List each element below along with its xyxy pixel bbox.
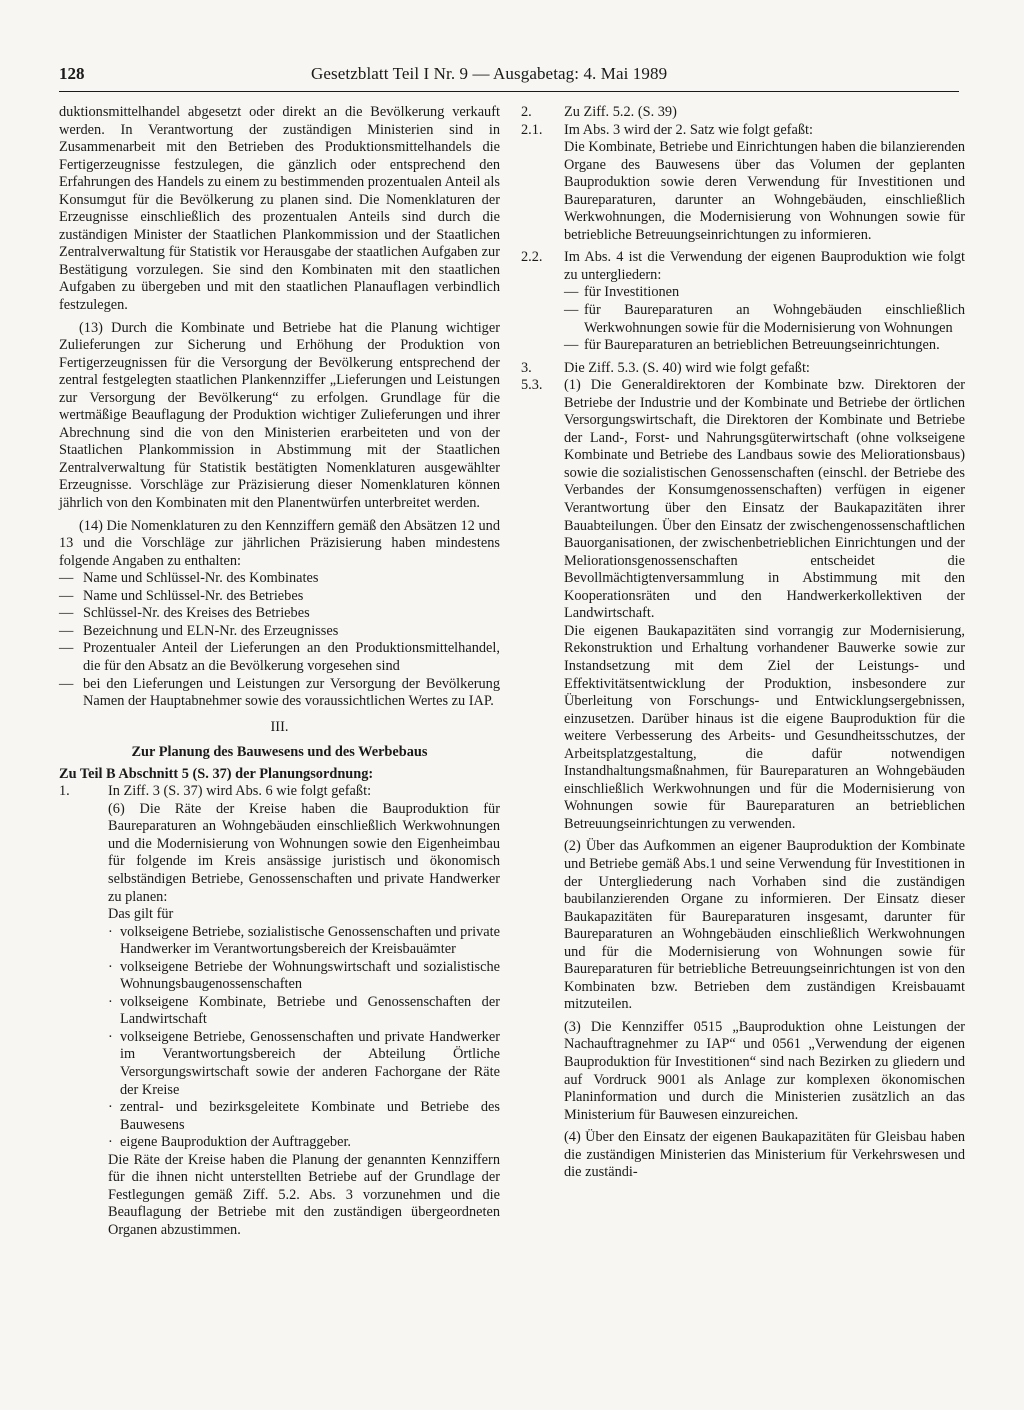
dash-marker: — [59, 640, 74, 657]
list-item [59, 605, 500, 623]
paragraph-13: (13) Durch die Kombinate und Betriebe hat die Planung wichtiger Zulieferungen zur Sicherung und Erhöhung der Produktion von Fertigerzeugnissen für die Versorgung der Bevölkerung entsprechend der zentral festgelegten staatlichen Plankennziffer „Lieferungen und Leistungen zur Versorgung der Bevölkerung“ zu erfolgen. Grundlage für die wertmäßige Beauflagung der Produktion wichtiger Zulieferungen und ihrer Abrechnung sind die von den Ministerien erarbeiteten und von der Staatlichen Plankommission in Abstimmung mit der Staatlichen Zentralverwaltung für Statistik bestätigten Nomenklaturen ausgewählter Erzeugnisse. Vorschläge zur Präzisierung dieser Nomenklaturen können jährlich von den Kombinaten mit den Planentwürfen unterbreitet werden. [59, 319, 500, 512]
item-3 [521, 360, 965, 378]
item-number: 1. [59, 783, 70, 800]
list-item-text: Name und Schlüssel-Nr. des Betriebes [83, 587, 304, 604]
section-title: Zur Planung des Bauwesens und des Werbebaus [131, 744, 428, 761]
list-item-text: Bezeichnung und ELN-Nr. des Erzeugnisses [83, 622, 339, 639]
item-2-1 [521, 122, 965, 245]
dash-marker: — [59, 570, 74, 587]
list-item-text: Prozentualer Anteil der Lieferungen an den Produktionsmittelhandel, die für den Absatz an die Bevölkerung vorgesehen sind [83, 640, 500, 674]
right-column [521, 104, 965, 1182]
dash-marker: — [59, 587, 74, 604]
list-item-text: eigene Bauproduktion der Auftraggeber. [120, 1134, 352, 1151]
dash-marker: — [59, 622, 74, 639]
item-2-2-intro: Im Abs. 4 ist die Verwendung der eigenen Bauproduktion wie folgt zu untergliedern: [564, 249, 965, 283]
list-item-text: volkseigene Betriebe, Genossenschaften und private Handwerker im Verantwortungsbereich der Abteilung Örtliche Versorgungswirtschaft sowie der anderen Fachorgane der Räte der Kreise [120, 1028, 500, 1098]
bullet-marker: · [108, 1028, 113, 1045]
list-item [59, 994, 500, 1029]
dash-marker: — [59, 605, 74, 622]
item-number: 2. [521, 104, 532, 120]
list-item-text: für Baureparaturen an Wohngebäuden einschließlich Werkwohnungen sowie für die Modernisierung von Wohnungen [584, 302, 965, 336]
item-2-1-intro: Im Abs. 3 wird der 2. Satz wie folgt gefaßt: [564, 121, 813, 138]
item-number: 2.2. [521, 249, 543, 266]
section-subtitle: Zu Teil B Abschnitt 5 (S. 37) der Planungsordnung: [59, 765, 374, 782]
gazette-title: Gesetzblatt Teil I Nr. 9 — Ausgabetag: 4. Mai 1989 [311, 64, 668, 83]
header-rule [59, 91, 959, 92]
item-2-1-body: Die Kombinate, Betriebe und Einrichtungen haben die bilanzierenden Organe des Bauwesens über das Volumen der geplanten Bauproduktion sowie deren Verwendung für Investitionen und Baureparaturen, darunter an Wohngebäuden, einschließlich Werkwohnungen, die Modernisierung von Wohnungen sowie für betriebliche Betreuungseinrichtungen zu informieren. [564, 139, 965, 243]
dash-marker: — [564, 337, 579, 354]
page-header [59, 64, 959, 90]
list-14 [59, 570, 500, 710]
list-item-text: volkseigene Kombinate, Betriebe und Genossenschaften der Landwirtschaft [120, 993, 500, 1028]
list-item [521, 284, 965, 302]
item-1-applies-to: Das gilt für [108, 906, 174, 923]
item-2 [521, 104, 965, 122]
dash-marker: — [564, 284, 579, 301]
list-item-text: für Baureparaturen an betrieblichen Betreuungseinrichtungen. [584, 337, 940, 354]
list-item-text: bei den Lieferungen und Leistungen zur Versorgung der Bevölkerung Namen der Hauptabnehmer sowie des voraussichtlichen Wertes zu IAP. [83, 675, 500, 710]
list-item [521, 337, 965, 355]
page-number: 128 [59, 64, 85, 83]
bullet-marker: · [108, 958, 113, 975]
left-column [59, 104, 500, 1239]
item-5-3-paragraph-1b: Die eigenen Baukapazitäten sind vorrangig zur Modernisierung, Rekonstruktion und Erhaltung vorhandener Bauwerke sowie zur Instandsetzung mit dem Ziel der Leistungs- und Effektivitätsentwicklung der Produktion, insbesondere zur Überleitung von Forschungs- und Entwicklungsergebnissen, einzusetzen. Darüber hinaus ist die eigene Bauproduktion für die weitere Verbesserung des Arbeits- und Gesundheitsschutzes, der Arbeitsplatzgestaltung, die dafür notwendigen Instandhaltungsmaßnahmen, für Baureparaturen an Wohngebäuden einschließlich Werkwohnungen und für die Modernisierung von Wohnungen sowie für Baureparaturen an betrieblichen Betreuungseinrichtungen zu verwenden. [564, 622, 965, 832]
dash-marker: — [564, 302, 579, 319]
section-number: III. [270, 718, 289, 735]
list-item [59, 1134, 500, 1152]
list-item-text: Schlüssel-Nr. des Kreises des Betriebes [83, 605, 310, 622]
item-1 [59, 783, 500, 801]
item-2-2 [521, 249, 965, 284]
list-item-text: Name und Schlüssel-Nr. des Kombinates [83, 570, 319, 587]
item-1-paragraph-6: (6) Die Räte der Kreise haben die Bauproduktion für Baureparaturen an Wohngebäuden einschließlich Werkwohnungen und die Modernisierung von Wohnungen sowie den Eigenheimbau für folgende im Kreis ansässige juristisch und ökonomisch selbständigen Betriebe, Genossenschaften und private Handwerker zu planen: [108, 800, 500, 905]
list-item [59, 924, 500, 959]
item-5-3-paragraph-4: (4) Über den Einsatz der eigenen Baukapazitäten für Gleisbau haben die zuständigen Ministerien das Ministerium für Verkehrswesen und die zuständi- [564, 1129, 965, 1181]
paragraph-14: (14) Die Nomenklaturen zu den Kennziffern gemäß den Absätzen 12 und 13 und die Vorschläge zur jährlichen Präzisierung haben mindestens folgende Angaben zu enthalten: [59, 517, 500, 569]
list-item [59, 588, 500, 606]
item-number: 5.3. [521, 377, 543, 394]
list-item-text: zentral- und bezirksgeleitete Kombinate und Betriebe des Bauwesens [120, 1099, 500, 1133]
list-item [59, 570, 500, 588]
list-item [59, 1029, 500, 1099]
item-2-text: Zu Ziff. 5.2. (S. 39) [564, 104, 677, 120]
list-item [59, 1099, 500, 1134]
item-5-3-paragraph-3: (3) Die Kennziffer 0515 „Bauproduktion ohne Leistungen der Nachauftragnehmer zu IAP“ und 0561 „Verwendung der eigenen Bauproduktion für Investitionen“ sind nach Bezirken zu gliedern und auf Vordruck 9001 als Anlage zur komplexen ökonomischen Planinformation und durch die Ministerien zusätzlich an das Ministerium für Bauwesen einzureichen. [564, 1018, 965, 1123]
continued-paragraph: duktionsmittelhandel abgesetzt oder direkt an die Bevölkerung verkauft werden. In Verantwortung der zuständigen Ministerien sind in Zusammenarbeit mit den Betrieben des Produktionsmittelhandels die Fertigerzeugnisse festzulegen, die gänzlich oder entsprechend den Erfahrungen des Handels zu einem zu bestimmenden prozentualen Anteil als Konsumgut für die Bevölkerung zu planen sind. Die Nomenklaturen der Erzeugnisse einschließlich des prozentualen Anteils sind durch die zuständigen Minister der Staatlichen Plankommission und der Staatlichen Zentralverwaltung für Statistik vor Herausgabe der staatlichen Aufgaben zur Bestätigung vorzulegen. Sie sind den Kombinaten mit den staatlichen Aufgaben zu übergeben und mit den staatlichen Planauflagen verbindlich festzulegen. [59, 104, 500, 314]
item-3-text: Die Ziff. 5.3. (S. 40) wird wie folgt gefaßt: [564, 359, 810, 376]
item-number: 2.1. [521, 121, 543, 138]
list-item [59, 959, 500, 994]
item-5-3 [521, 377, 965, 1182]
list-item-text: volkseigene Betriebe, sozialistische Genossenschaften und private Handwerker im Verantwortungsbereich der Kreisbauämter [120, 923, 500, 958]
list-item [59, 640, 500, 675]
item-5-3-paragraph-1: (1) Die Generaldirektoren der Kombinate bzw. Direktoren der Betriebe der Industrie und der Kombinate und Betriebe der örtlichen Versorgungswirtschaft, die Direktoren der Kombinate und Betriebe der Land-, Forst- und Nahrungsgüterwirtschaft (ohne volkseigene Kombinate und Betriebe des Landbaus sowie des Meliorationsbaus) sowie die sozialistischen Genossenschaften (einschl. der Betriebe des Verbandes der Konsumgenossenschaften) verfügen in eigener Verantwortung über den Einsatz der Baukapazitäten ihrer Bauabteilungen. Über den Einsatz der zwischengenossenschaftlichen Bauorganisationen, der zwischenbetrieblichen Einrichtungen und der Meliorationsgenossenschaften entscheidet die Bevollmächtigtenversammlung in Abstimmung mit den Kooperationsräten und den Handwerkerkollektiven der Landwirtschaft. [564, 377, 965, 622]
list-item-text: für Investitionen [584, 284, 680, 301]
dash-marker: — [59, 675, 74, 692]
item-5-3-paragraph-2: (2) Über das Aufkommen an eigener Bauproduktion der Kombinate und Betriebe gemäß Abs.1 und seine Verwendung für Investitionen in der Untergliederung nach Vorhaben sind die zuständigen baubilanzierenden Organe zu informieren. Der Einsatz dieser Baukapazitäten für Baureparaturen insgesamt, darunter für Baureparaturen an Wohngebäuden einschließlich Werkwohnungen und für die Modernisierung von Wohnungen sowie für Baureparaturen für betriebliche Betreuungseinrichtungen ist von den Kombinaten bzw. Betrieben dem zuständigen Kreisbauamt mitzuteilen. [564, 838, 965, 1013]
bullet-list [59, 924, 500, 1152]
bullet-marker: · [108, 1099, 113, 1116]
list-item [59, 623, 500, 641]
bullet-marker: · [108, 993, 113, 1010]
item-2-2-list [521, 284, 965, 354]
bullet-marker: · [108, 923, 113, 940]
list-item-text: volkseigene Betriebe der Wohnungswirtschaft und sozialistische Wohnungsbaugenossenschaften [120, 958, 500, 993]
list-item [521, 302, 965, 337]
item-1-closing: Die Räte der Kreise haben die Planung der genannten Kennziffern für die ihnen nicht unterstellten Betriebe auf der Grundlage der Festlegungen gemäß Ziff. 5.2. Abs. 3 vorzunehmen und die Beauflagung der Betriebe mit den zuständigen übergeordneten Organen abzustimmen. [108, 1151, 500, 1238]
bullet-marker: · [108, 1134, 113, 1151]
item-1-intro: In Ziff. 3 (S. 37) wird Abs. 6 wie folgt gefaßt: [108, 783, 372, 800]
item-number: 3. [521, 359, 532, 376]
list-item [59, 676, 500, 711]
